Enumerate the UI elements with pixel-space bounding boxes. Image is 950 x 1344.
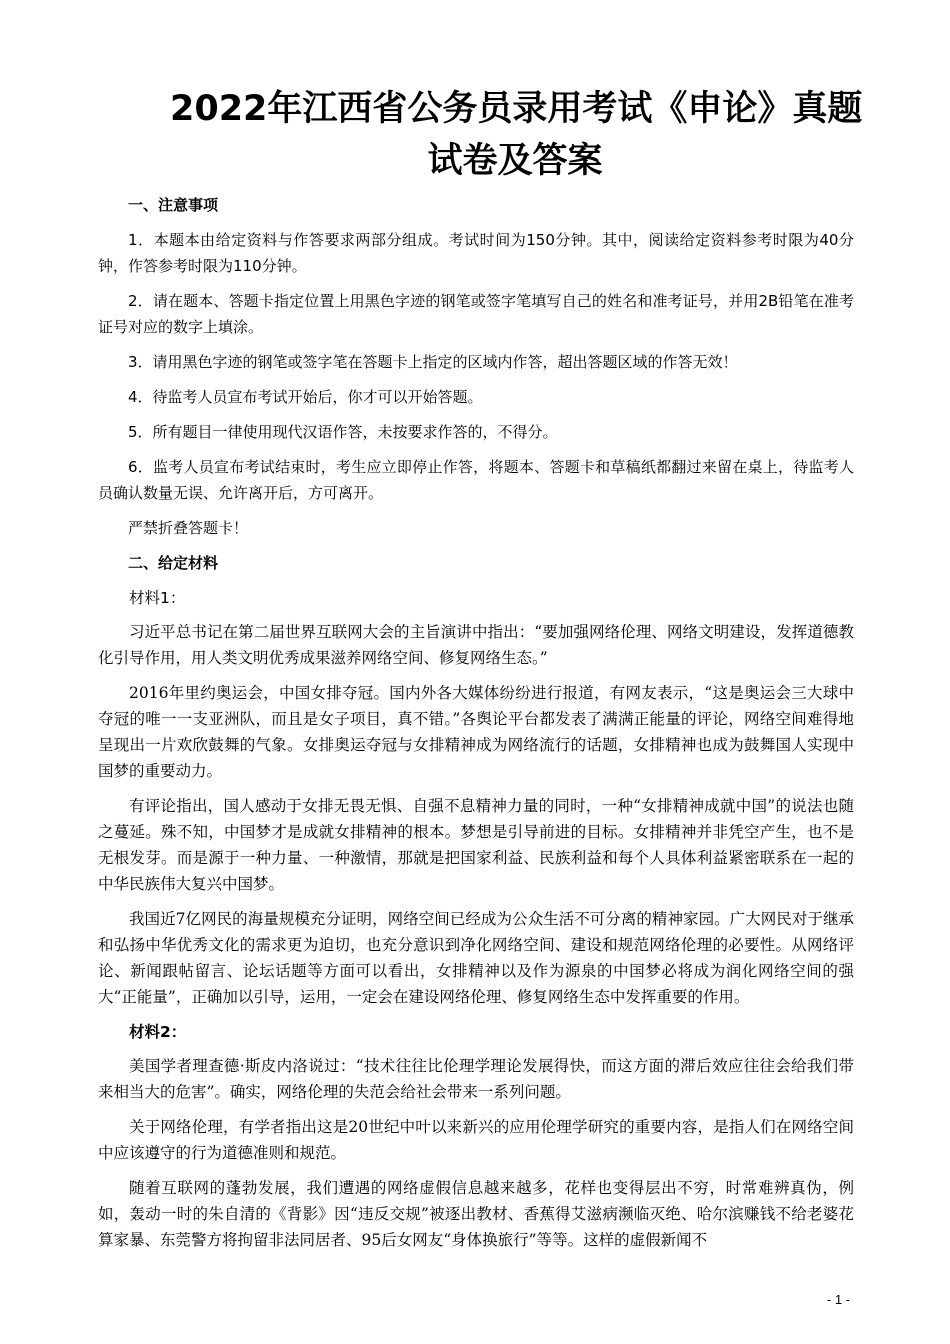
note-item-1: 1．本题本由给定资料与作答要求两部分组成。考试时间为150分钟。其中，阅读给定资料参考时限为40分钟，作答参考时限为110分钟。 <box>98 231 854 275</box>
note-item-5: 5．所有题目一律使用现代汉语作答，未按要求作答的，不得分。 <box>128 423 558 441</box>
page-number: - 1 - <box>826 1292 850 1307</box>
material-1-paragraph: 我国近7亿网民的海量规模充分证明，网络空间已经成为公众生活不可分离的精神家园。广大网民对于继承和弘扬中华优秀文化的需求更为迫切，也充分意识到净化网络空间、建设和规范网络伦理的必要性。从网络评论、新闻跟帖留言、论坛话题等方面可以看出，女排精神以及作为源泉的中国梦必将成为润化网络空间的强大“正能量”，正确加以引导，运用，一定会在建设网络伦理、修复网络生态中发挥重要的作用。 <box>98 910 854 1006</box>
material-1-paragraph: 有评论指出，国人感动于女排无畏无惧、自强不息精神力量的同时，一种“女排精神成就中国”的说法也随之蔓延。殊不知，中国梦才是成就女排精神的根本。梦想是引导前进的目标。女排精神并非凭空产生，也不是无根发芽。而是源于一种力量、一种激情，那就是把国家利益、民族利益和每个人具体利益紧密联系在一起的中华民族伟大复兴中国梦。 <box>98 797 854 893</box>
note-item-3: 3．请用黑色字迹的钢笔或签字笔在答题卡上指定的区域内作答，超出答题区域的作答无效！ <box>128 353 738 371</box>
warning-text: 严禁折叠答题卡！ <box>128 519 249 537</box>
document-title <box>170 83 863 187</box>
material-2-paragraph: 关于网络伦理，有学者指出这是20世纪中叶以来新兴的应用伦理学研究的重要内容，是指人们在网络空间中应该遵守的行为道德准则和规范。 <box>98 1118 854 1162</box>
note-item-6: 6．监考人员宣布考试结束时，考生应立即停止作答，将题本、答题卡和草稿纸都翻过来留在桌上，待监考人员确认数量无误、允许离开后，方可离开。 <box>98 458 854 502</box>
material-2-paragraph: 美国学者理查德·斯皮内洛说过：“技术往往比伦理学理论发展得快，而这方面的滞后效应往往会给我们带来相当大的危害”。确实，网络伦理的失范会给社会带来一系列问题。 <box>98 1057 854 1101</box>
title-line-1: 2022年江西省公务员录用考试《申论》真题 <box>170 89 863 129</box>
material-2-paragraph: 随着互联网的蓬勃发展，我们遭遇的网络虚假信息越来越多，花样也变得层出不穷，时常难辨真伪，例如，轰动一时的朱自清的《背影》因“违反交规”被逐出教材、香蕉得艾滋病濒临灭绝、哈尔滨赚钱不给老婆花算家暴、东莞警方将拘留非法同居者、95后女网友“身体换旅行”等等。这样的虚假新闻不 <box>98 1179 854 1249</box>
note-item-2: 2．请在题本、答题卡指定位置上用黑色字迹的钢笔或签字笔填写自己的姓名和准考证号，并用2B铅笔在准考证号对应的数字上填涂。 <box>98 292 854 336</box>
material-1-paragraph: 习近平总书记在第二届世界互联网大会的主旨演讲中指出：“要加强网络伦理、网络文明建设，发挥道德教化引导作用，用人类文明优秀成果滋养网络空间、修复网络生态。” <box>98 623 854 667</box>
material-1-label: 材料1： <box>129 589 186 607</box>
section-heading-materials: 二、给定材料 <box>128 554 219 572</box>
document-body <box>98 192 854 1262</box>
note-item-4: 4．待监考人员宣布考试开始后，你才可以开始答题。 <box>128 388 483 406</box>
title-line-2: 试卷及答案 <box>427 141 603 181</box>
material-1-paragraph: 2016年里约奥运会，中国女排夺冠。国内外各大媒体纷纷进行报道，有网友表示，“这是奥运会三大球中夺冠的唯一一支亚洲队，而且是女子项目，真不错。”各舆论平台都发表了满满正能量的评论，网络空间难得地呈现出一片欢欣鼓舞的气象。女排奥运夺冠与女排精神成为网络流行的话题，女排精神也成为鼓舞国人实现中国梦的重要动力。 <box>98 684 854 780</box>
material-2-label: 材料2： <box>129 1023 187 1041</box>
section-heading-notes: 一、注意事项 <box>128 196 219 214</box>
